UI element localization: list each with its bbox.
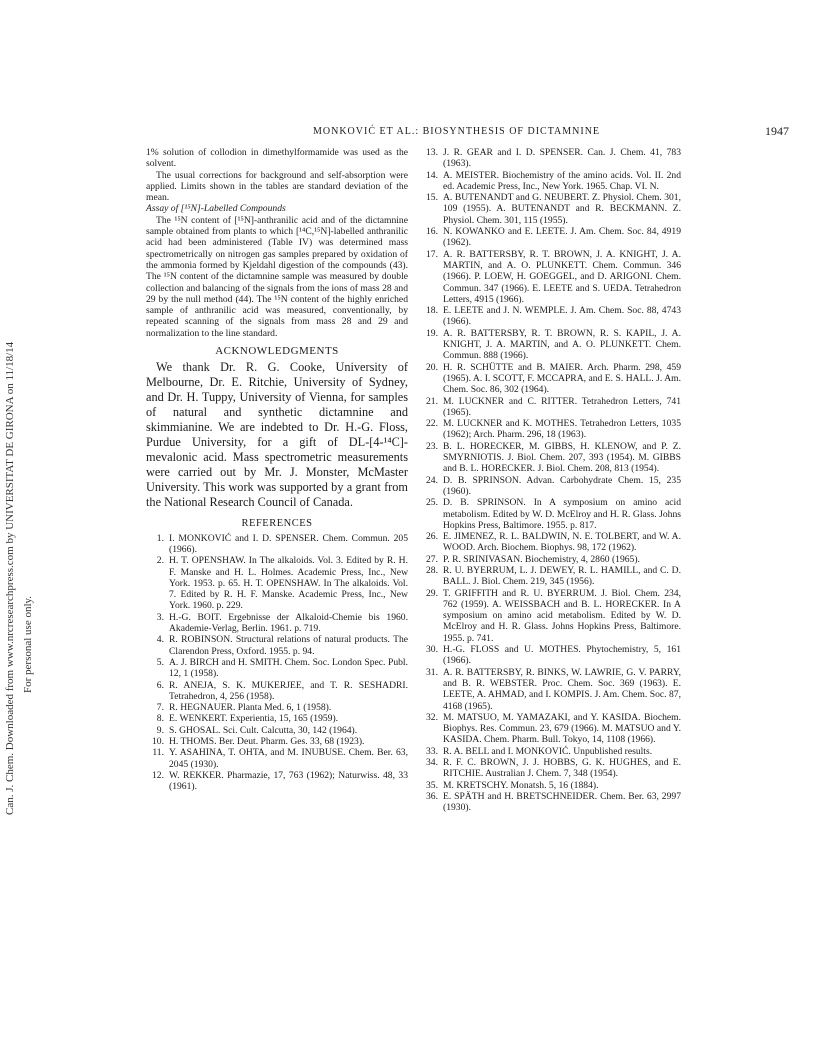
reference-item	[420, 362, 681, 396]
reference-text: S. GHOSAL. Sci. Cult. Calcutta, 30, 142 (1964).	[169, 724, 358, 736]
methods-paragraph-1: 1% solution of collodion in dimethylformamide was used as the solvent.	[146, 147, 408, 170]
reference-text: B. L. HORECKER, M. GIBBS, H. KLENOW, and P. Z. SMYRNIOTIS. J. Biol. Chem. 207, 393 (1954). M. GIBBS and B. L. HORECKER. J. Biol. Chem. 208, 813 (1954).	[443, 440, 681, 475]
reference-text: T. GRIFFITH and R. U. BYERRUM. J. Biol. Chem. 234, 762 (1959). A. WEISSBACH and B. L. HORECKER. In A symposium on amino acid metabolism. Edited by W. D. McElroy and H. R. Glass. Johns Hopkins Press, Baltimore. 1955. p. 741.	[443, 587, 681, 644]
reference-number: 23.	[426, 440, 438, 452]
reference-text: N. KOWANKO and E. LEETE. J. Am. Chem. Soc. 84, 4919 (1962).	[443, 226, 681, 249]
references-list-right	[420, 147, 681, 814]
reference-number: 5.	[156, 656, 164, 668]
reference-number: 29.	[426, 587, 438, 599]
left-column	[146, 147, 408, 792]
reference-text: E. LEETE and J. N. WEMPLE. J. Am. Chem. Soc. 88, 4743 (1966).	[443, 305, 681, 328]
reference-item	[420, 531, 681, 554]
reference-item	[420, 780, 681, 791]
reference-text: A. MEISTER. Biochemistry of the amino acids. Vol. II. 2nd ed. Academic Press, Inc., New York. 1965. Chap. VI. N.	[443, 169, 681, 192]
reference-item	[420, 249, 681, 305]
reference-text: E. SPÄTH and H. BRETSCHNEIDER. Chem. Ber. 63, 2997 (1930).	[443, 790, 681, 814]
reference-item	[420, 192, 681, 226]
reference-number: 22.	[426, 418, 438, 430]
reference-number: 26.	[426, 531, 438, 543]
reference-item	[420, 328, 681, 362]
reference-item	[146, 736, 408, 747]
reference-number: 36.	[426, 790, 438, 802]
reference-number: 31.	[426, 666, 438, 678]
reference-item	[420, 757, 681, 780]
reference-number: 2.	[156, 555, 164, 567]
reference-number: 13.	[426, 147, 438, 158]
assay-paragraph: The ¹⁵N content of [¹⁵N]-anthranilic acid and of the dictamnine sample obtained from plants to which [¹⁴C,¹⁵N]-labelled anthranilic acid had been administered (Table IV) was determined mass spectrometrically on nitrogen gas samples prepared by oxidation of the ammonia formed by Kjeldahl digestion of the compounds (43). The ¹⁵N content of the dictamnine sample was measured by double collection and balancing of the signals from the ions of mass 28 and 29 by the null method (44). The ¹⁵N content of the highly enriched sample of anthranilic acid was measured, conventionally, by repeated scanning of the signals from mass 28 and 29 and normalization to the line standard.	[146, 214, 408, 339]
reference-text: H.-G. FLOSS and U. MOTHES. Phytochemistry, 5, 161 (1966).	[443, 644, 681, 667]
reference-item	[420, 305, 681, 328]
reference-item	[420, 554, 681, 565]
reference-number: 17.	[426, 248, 438, 260]
reference-number: 4.	[156, 634, 164, 646]
reference-number: 3.	[156, 611, 164, 623]
reference-text: P. R. SRINIVASAN. Biochemistry, 4, 2860 (1965).	[443, 553, 640, 565]
reference-item	[146, 770, 408, 793]
reference-text: W. REKKER. Pharmazie, 17, 763 (1962); Naturwiss. 48, 33 (1961).	[169, 769, 408, 793]
reference-text: H. R. SCHÜTTE and B. MAIER. Arch. Pharm. 298, 459 (1965). A. I. SCOTT, F. MCCAPRA, and E. S. HALL. J. Am. Chem. Soc. 86, 302 (1964).	[443, 361, 681, 396]
reference-item	[420, 497, 681, 531]
reference-text: E. JIMENEZ, R. L. BALDWIN, N. E. TOLBERT, and W. A. WOOD. Arch. Biochem. Biophys. 98, 172 (1962).	[443, 531, 681, 554]
reference-text: R. ROBINSON. Structural relations of natural products. The Clarendon Press, Oxford. 1955. p. 94.	[169, 634, 408, 657]
reference-item	[146, 725, 408, 736]
personal-use-notice: For personal use only.	[22, 595, 34, 693]
reference-text: A. R. BATTERSBY, R. T. BROWN, R. S. KAPIL, J. A. KNIGHT, J. A. MARTIN, and A. O. PLUNKETT. Chem. Commun. 888 (1966).	[443, 327, 681, 362]
reference-text: R. HEGNAUER. Planta Med. 6, 1 (1958).	[169, 702, 332, 714]
right-column	[420, 147, 681, 814]
reference-text: Y. ASAHINA, T. OHTA, and M. INUBUSE. Chem. Ber. 63, 2045 (1930).	[169, 747, 408, 770]
reference-item	[146, 680, 408, 703]
reference-item	[146, 747, 408, 770]
reference-text: D. B. SPRINSON. Advan. Carbohydrate Chem. 15, 235 (1960).	[443, 474, 681, 497]
reference-text: D. B. SPRINSON. In A symposium on amino acid metabolism. Edited by W. D. McElroy and H. R. Glass. Johns Hopkins Press, Baltimore. 1955. p. 817.	[443, 497, 681, 531]
download-notice: Can. J. Chem. Downloaded from www.nrcresearchpress.com by UNIVERSITAT DE GIRONA on 11/18/14	[4, 341, 16, 815]
reference-number: 19.	[426, 327, 438, 339]
acknowledgments-heading: ACKNOWLEDGMENTS	[215, 345, 339, 358]
page-number: 1947	[765, 124, 789, 138]
reference-number: 11.	[152, 747, 164, 759]
reference-text: H. T. OPENSHAW. In The alkaloids. Vol. 3. Edited by R. H. F. Manske and H. L. Holmes. Academic Press, Inc., New York. 1953. p. 65. H. T. OPENSHAW. In The alkaloids. Vol. 7. Edited by R. H. F. Manske. Academic Press, Inc., New York. 1960. p. 229.	[169, 555, 408, 612]
reference-number: 12.	[152, 769, 164, 781]
reference-text: R. F. C. BROWN, J. J. HOBBS, G. K. HUGHES, and E. RITCHIE. Australian J. Chem. 7, 348 (1954).	[443, 757, 681, 780]
reference-text: R. U. BYERRUM, L. J. DEWEY, R. L. HAMILL, and C. D. BALL. J. Biol. Chem. 219, 345 (1956).	[443, 564, 681, 588]
reference-number: 14.	[426, 169, 438, 181]
reference-item	[420, 418, 681, 441]
reference-item	[420, 644, 681, 667]
reference-number: 24.	[426, 474, 438, 486]
reference-number: 35.	[426, 779, 438, 791]
reference-number: 21.	[426, 395, 438, 407]
reference-item	[146, 657, 408, 680]
reference-number: 34.	[426, 757, 438, 769]
references-list-left	[146, 533, 408, 793]
reference-number: 6.	[156, 679, 164, 691]
reference-item	[420, 565, 681, 588]
reference-number: 33.	[426, 745, 438, 757]
references-heading: REFERENCES	[241, 518, 313, 530]
reference-number: 16.	[426, 226, 438, 238]
reference-number: 25.	[426, 497, 438, 509]
reference-text: I. MONKOVIĆ and I. D. SPENSER. Chem. Commun. 205 (1966).	[169, 532, 408, 555]
reference-number: 15.	[426, 192, 438, 204]
reference-text: H.-G. BOIT. Ergebnisse der Alkaloid-Chemie bis 1960. Akademie-Verlag, Berlin. 1961. p. 719.	[169, 611, 408, 635]
assay-heading: Assay of [¹⁵N]-Labelled Compounds	[146, 203, 286, 215]
reference-item	[420, 441, 681, 475]
reference-number: 27.	[426, 553, 438, 565]
reference-text: A. R. BATTERSBY, R. BINKS, W. LAWRIE, G. V. PARRY, and B. R. WEBSTER. Proc. Chem. Soc. 369 (1963). E. LEETE, A. AHMAD, and I. KOMPIS. J. Am. Chem. Soc. 87, 4168 (1965).	[443, 666, 681, 712]
reference-text: A. BUTENANDT and G. NEUBERT. Z. Physiol. Chem. 301, 109 (1955). A. BUTENANDT and R. BECKMANN. Z. Physiol. Chem. 301, 115 (1955).	[443, 192, 681, 226]
running-title: MONKOVIĆ ET AL.: BIOSYNTHESIS OF DICTAMNINE	[313, 126, 601, 137]
acknowledgments-text: We thank Dr. R. G. Cooke, University of Melbourne, Dr. E. Ritchie, University of Sydney, and Dr. H. Tuppy, University of Vienna, for samples of natural and synthetic dictamnine and skimmianine. We are indebted to Dr. H.-G. Floss, Purdue University, for a gift of DL-[4-¹⁴C]-mevalonic acid. Mass spectrometric measurements were carried out by Mr. J. Monster, McMaster University. This work was supported by a grant from the National Research Council of Canada.	[146, 360, 408, 510]
reference-item	[146, 634, 408, 657]
reference-text: J. R. GEAR and I. D. SPENSER. Can. J. Chem. 41, 783 (1963).	[443, 147, 681, 170]
reference-number: 28.	[426, 564, 438, 576]
reference-item	[146, 555, 408, 611]
reference-item	[420, 667, 681, 712]
reference-item	[420, 588, 681, 644]
reference-number: 32.	[426, 711, 438, 723]
reference-number: 10.	[152, 735, 164, 747]
reference-item	[146, 533, 408, 556]
reference-text: M. KRETSCHY. Monatsh. 5, 16 (1884).	[443, 779, 599, 791]
reference-item	[420, 170, 681, 193]
reference-item	[420, 475, 681, 498]
reference-number: 8.	[156, 713, 164, 725]
reference-number: 1.	[156, 532, 164, 544]
reference-number: 7.	[156, 702, 164, 714]
reference-item	[420, 712, 681, 746]
reference-text: R. A. BELL and I. MONKOVIĆ. Unpublished results.	[443, 745, 653, 757]
reference-number: 18.	[426, 305, 438, 317]
reference-item	[420, 746, 681, 757]
reference-text: E. WENKERT. Experientia, 15, 165 (1959).	[169, 713, 339, 725]
reference-text: M. LUCKNER and C. RITTER. Tetrahedron Letters, 741 (1965).	[443, 395, 681, 418]
reference-number: 20.	[426, 361, 438, 373]
reference-number: 30.	[426, 644, 438, 656]
reference-text: H. THOMS. Ber. Deut. Pharm. Ges. 33, 68 (1923).	[169, 735, 365, 747]
methods-paragraph-2: The usual corrections for background and self-absorption were applied. Limits shown in the tables are standard deviation of the mean.	[146, 169, 408, 204]
reference-item	[146, 612, 408, 635]
reference-text: R. ANEJA, S. K. MUKERJEE, and T. R. SESHADRI. Tetrahedron, 4, 256 (1958).	[169, 679, 408, 702]
reference-item	[420, 791, 681, 814]
reference-text: M. LUCKNER and K. MOTHES. Tetrahedron Letters, 1035 (1962); Arch. Pharm. 296, 18 (1963).	[443, 418, 681, 441]
reference-item	[420, 226, 681, 249]
reference-item	[420, 396, 681, 419]
reference-item	[146, 702, 408, 713]
reference-item	[146, 713, 408, 724]
reference-text: A. R. BATTERSBY, R. T. BROWN, J. A. KNIGHT, J. A. MARTIN, and A. O. PLUNKETT. Chem. Commun. 346 (1966). P. LOEW, H. GOEGGEL, and D. ARIGONI. Chem. Commun. 347 (1966). E. LEETE and S. UEDA. Tetrahedron Letters, 4915 (1966).	[443, 248, 681, 305]
reference-text: M. MATSUO, M. YAMAZAKI, and Y. KASIDA. Biochem. Biophys. Res. Commun. 23, 679 (1966). M. MATSUO and Y. KASIDA. Chem. Pharm. Bull. Tokyo, 14, 1108 (1966).	[443, 711, 681, 746]
reference-item	[420, 147, 681, 170]
reference-text: A. J. BIRCH and H. SMITH. Chem. Soc. London Spec. Publ. 12, 1 (1958).	[169, 656, 408, 680]
reference-number: 9.	[156, 724, 164, 736]
